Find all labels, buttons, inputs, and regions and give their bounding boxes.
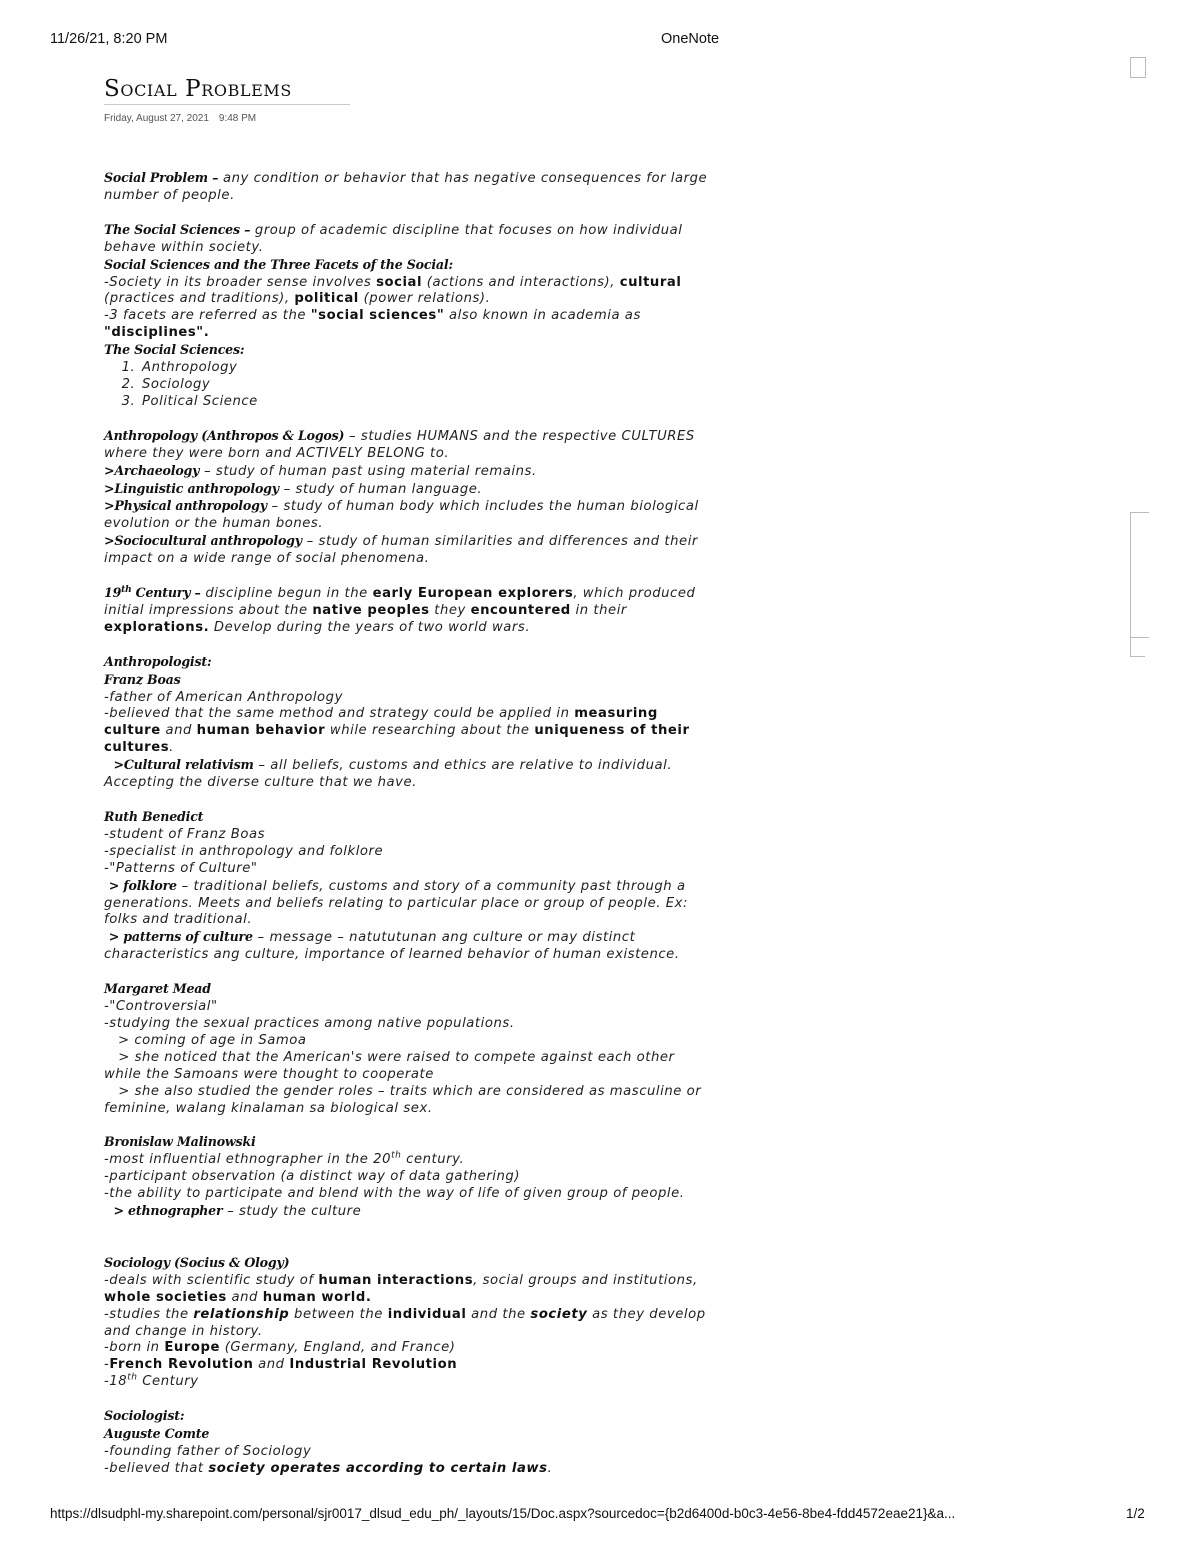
bold-text: explorations.	[104, 619, 210, 635]
anthropology-definition	[104, 428, 714, 463]
text: – study of human similarities and differences and their impact on a wide range of social phenomena.	[104, 534, 698, 567]
text: between the	[289, 1306, 388, 1322]
text-line	[104, 1084, 714, 1118]
text: .	[169, 740, 174, 756]
text-line: -student of Franz Boas	[104, 826, 265, 842]
text: Century	[137, 1374, 199, 1390]
text: > she also studied the gender roles – traits which are considered as masculine or feminine, walang kinalaman sa biological sex.	[104, 1083, 702, 1116]
text: .	[547, 1460, 553, 1476]
term-heading: >Physical anthropology	[104, 498, 267, 514]
person-name: Margaret Mead	[104, 981, 211, 997]
term-heading: > folklore	[108, 877, 177, 893]
text: , social groups and institutions,	[473, 1272, 698, 1288]
text: – study the culture	[222, 1204, 362, 1220]
bold-text: human interactions	[318, 1272, 474, 1288]
text: -born in	[104, 1340, 165, 1356]
term-heading: Anthropology (Anthropos & Logos)	[104, 427, 345, 443]
bold-text: French Revolution	[109, 1357, 254, 1373]
text-line: -founding father of Sociology	[104, 1444, 312, 1459]
text-line	[104, 1152, 714, 1169]
bold-text: early European explorers	[372, 586, 574, 602]
text: – study of human body which includes the human biological evolution or the human bones.	[104, 499, 699, 532]
subfield-line	[104, 463, 714, 481]
text-line	[104, 1203, 714, 1221]
print-app-name: OneNote	[661, 31, 720, 47]
superscript: th	[391, 1150, 402, 1161]
bold-text: measuring culture	[104, 706, 658, 739]
bold-text: cultural	[619, 274, 682, 290]
text: -studies the	[104, 1306, 194, 1322]
list-item: 3. Political Science	[140, 394, 714, 411]
term-heading: >Sociocultural anthropology	[104, 533, 302, 549]
text-line	[104, 1374, 714, 1391]
text: and	[160, 723, 197, 739]
text-line: -specialist in anthropology and folklore	[104, 843, 384, 859]
text: -believed that	[104, 1460, 209, 1476]
page-date: Friday, August 27, 2021	[104, 113, 209, 124]
bold-text: Industrial Revolution	[289, 1357, 458, 1373]
section-heading: Sociology (Socius & Ology)	[104, 1254, 290, 1270]
text: Develop during the years of two world wars.	[209, 619, 531, 635]
term-heading: The Social Sciences –	[104, 221, 251, 237]
bold-text: human behavior	[196, 723, 326, 739]
text: also known in academia as	[444, 308, 641, 324]
subfield-line	[104, 481, 714, 499]
term-heading: > ethnographer	[113, 1203, 223, 1219]
print-url: https://dlsudphl-my.sharepoint.com/personal/sjr0017_dlsud_edu_ph/_layouts/15/Doc.aspx?sourcedoc={b2d6400d-b0c3-4e56-8be4-fdd4572eae21}&a...	[50, 1506, 956, 1521]
page-timestamp	[104, 113, 266, 124]
bold-text: political	[294, 291, 359, 307]
text: – study of human past using material remains.	[199, 463, 537, 479]
text: (Germany, England, and France)	[220, 1340, 456, 1356]
text-line	[104, 1050, 714, 1084]
facets-line	[104, 308, 714, 342]
bold-text: uniqueness of their cultures	[104, 723, 690, 756]
text: while researching about the	[325, 723, 535, 739]
text: and	[226, 1289, 263, 1305]
text: any condition or behavior that has negative consequences for large number of people.	[104, 171, 708, 203]
page-title: Social Problems	[104, 76, 350, 105]
superscript: th	[121, 584, 132, 595]
print-datetime: 11/26/21, 8:20 PM	[50, 31, 168, 47]
social-sciences-definition	[104, 222, 714, 257]
term-heading: >Archaeology	[104, 462, 200, 478]
text-line	[104, 1340, 714, 1357]
subfield-line	[104, 498, 714, 533]
section-heading: Sociologist:	[104, 1408, 185, 1424]
text: -most influential ethnographer in the 20	[104, 1152, 392, 1168]
text: as they develop and change in history.	[104, 1306, 706, 1339]
bold-text: individual	[387, 1306, 467, 1322]
text-line	[104, 1307, 714, 1341]
text-line	[104, 1357, 714, 1374]
text-line: -the ability to participate and blend with the way of life of given group of people.	[104, 1186, 685, 1202]
print-page-number: 1/2	[1126, 1506, 1145, 1521]
text-line: -studying the sexual practices among native populations.	[104, 1015, 515, 1031]
bold-text: "disciplines".	[104, 325, 210, 341]
section-heading: The Social Sciences:	[104, 342, 245, 358]
bold-text: relationship	[193, 1306, 290, 1322]
text: (power relations).	[358, 291, 491, 307]
text-line	[104, 1273, 714, 1307]
text: -believed that the same method and strategy could be applied in	[104, 706, 575, 722]
text: and the	[466, 1306, 531, 1322]
person-name: Bronislaw Malinowski	[104, 1134, 256, 1150]
text: – all beliefs, customs and ethics are relative to individual. Accepting the diverse culture that we have.	[104, 758, 673, 791]
page-edge-marker	[1130, 512, 1149, 638]
text-line: > coming of age in Samoa	[118, 1032, 307, 1048]
nineteenth-century-paragraph	[104, 585, 714, 637]
text: – studies HUMANS and the respective CULTURES where they were born and ACTIVELY BELONG to.	[104, 428, 695, 461]
list-item: 2. Sociology	[140, 377, 714, 394]
text: (actions and interactions),	[422, 274, 620, 290]
text: group of academic discipline that focuses on how individual behave within society.	[104, 222, 683, 255]
page-edge-marker	[1130, 637, 1145, 657]
text: they	[429, 602, 471, 618]
facets-line	[104, 275, 714, 309]
bold-text: social	[376, 274, 423, 290]
text: century.	[401, 1152, 465, 1168]
text-line: -father of American Anthropology	[104, 689, 343, 705]
text-line: -participant observation (a distinct way of data gathering)	[104, 1169, 521, 1185]
text: – message – natututunan ang culture or may distinct characteristics ang culture, importance of learned behavior of human existence.	[104, 930, 680, 963]
term-heading: > patterns of culture	[108, 929, 253, 945]
bold-text: "social sciences"	[310, 308, 445, 324]
text-line: -"Controversial"	[104, 999, 218, 1015]
text-line: -"Patterns of Culture"	[104, 860, 258, 876]
text-line	[104, 929, 714, 964]
text: – traditional beliefs, customs and story of a community past through a generations. Meets and beliefs relating to particular place or group of people. Ex: folks and traditional.	[104, 878, 688, 928]
term-heading: >Linguistic anthropology	[104, 480, 279, 496]
bold-text: society	[530, 1306, 588, 1322]
bold-text: Europe	[164, 1340, 220, 1356]
section-heading: Anthropologist:	[104, 653, 212, 669]
bold-text: human world.	[262, 1289, 372, 1305]
text: discipline begun in the	[200, 586, 373, 602]
person-name: Ruth Benedict	[104, 809, 204, 824]
bold-text: whole societies	[104, 1289, 227, 1305]
page-edge-marker	[1130, 57, 1146, 78]
text: -3 facets are referred as the	[104, 308, 311, 324]
text: -18	[104, 1374, 128, 1390]
social-problem-definition	[104, 170, 714, 205]
text-line	[104, 878, 714, 930]
bold-text: native peoples	[312, 602, 430, 618]
person-name: Franz Boas	[104, 671, 181, 687]
social-sciences-list	[104, 360, 714, 411]
note-body	[104, 170, 714, 1478]
text: , which produced initial impressions about the	[104, 586, 696, 618]
text-line	[104, 1461, 714, 1478]
list-item: 1. Anthropology	[140, 360, 714, 377]
text: > she noticed that the American's were raised to compete against each other while the Samoans were thought to cooperate	[104, 1049, 675, 1082]
term-heading: >Cultural relativism	[113, 757, 254, 773]
text: (practices and traditions),	[104, 291, 295, 307]
term-heading: Social Problem –	[104, 170, 219, 185]
bold-text: society operates according to certain laws	[208, 1460, 548, 1476]
section-heading: Social Sciences and the Three Facets of the Social:	[104, 256, 453, 272]
subfield-line	[104, 533, 714, 568]
text: in their	[570, 602, 627, 618]
text: -Society in its broader sense involves	[104, 274, 377, 290]
person-name: Auguste Comte	[104, 1426, 210, 1442]
text: -	[104, 1357, 110, 1373]
page-time: 9:48 PM	[218, 113, 257, 124]
term-heading	[104, 585, 201, 600]
text: and	[253, 1357, 290, 1373]
text: 19	[104, 585, 122, 601]
text-line	[104, 706, 714, 757]
superscript: th	[127, 1372, 138, 1383]
text: – study of human language.	[278, 481, 483, 497]
bold-text: encountered	[470, 602, 571, 618]
text-line	[104, 757, 714, 792]
text: -deals with scientific study of	[104, 1272, 319, 1288]
text: Century –	[131, 585, 201, 601]
